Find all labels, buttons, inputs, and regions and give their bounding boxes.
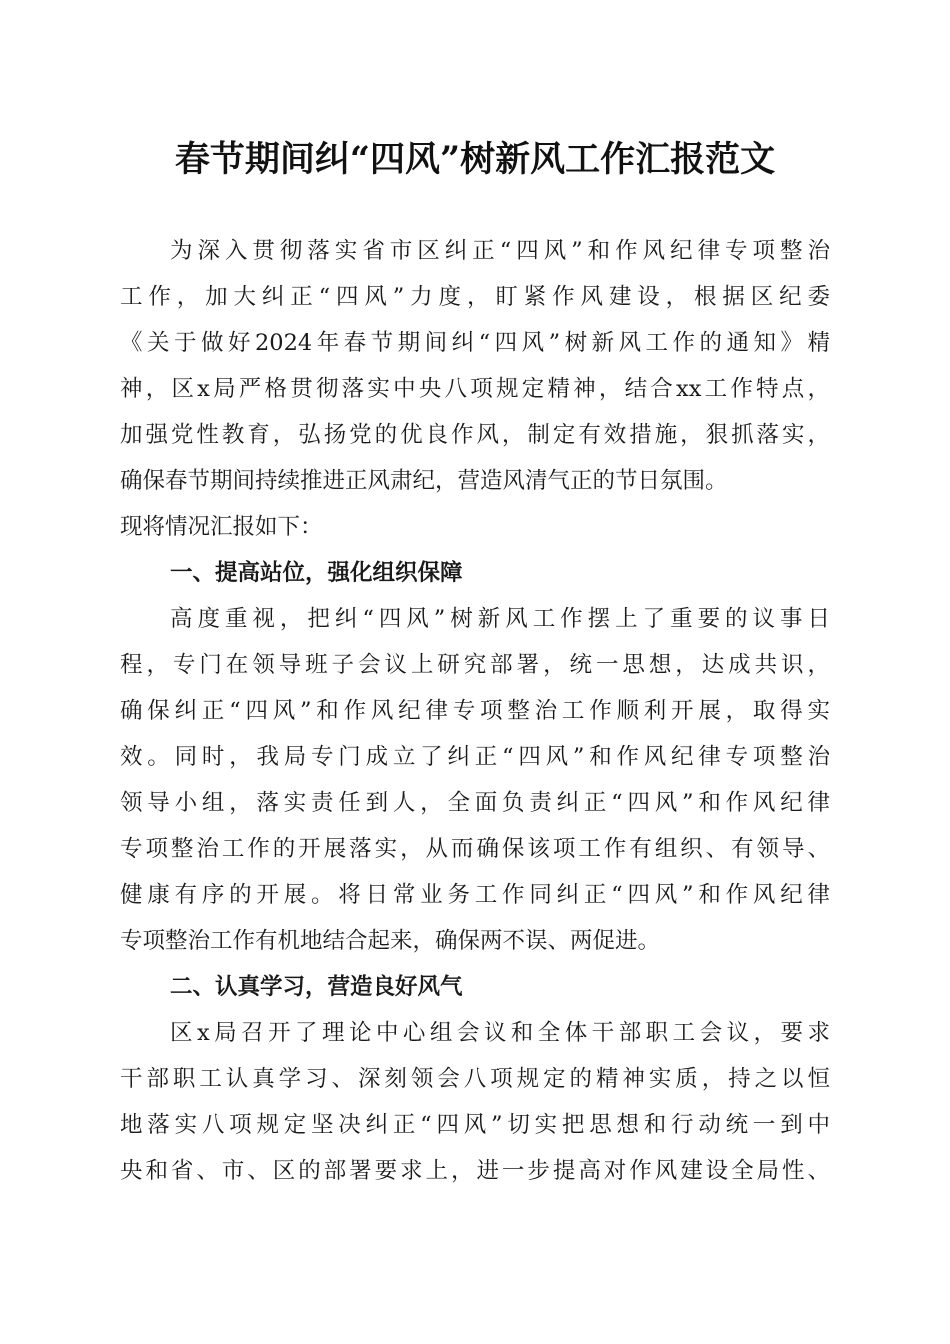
section-2-paragraph bbox=[120, 1010, 830, 1194]
document-body bbox=[120, 228, 830, 1194]
intro-line: 确保春节期间持续推进正风肃纪，营造风清气正的节日氛围。 bbox=[120, 468, 728, 494]
section-1-line: 高度重视，把纠“四风”树新风工作摆上了重要的议事日 bbox=[170, 606, 830, 632]
section-2-heading: 二、认真学习，营造良好风气 bbox=[170, 974, 463, 1000]
section-1-line: 健康有序的开展。将日常业务工作同纠正“四风”和作风纪律 bbox=[120, 882, 830, 908]
intro-line: 《关于做好2024年春节期间纠“四风”树新风工作的通知》精 bbox=[120, 330, 830, 356]
document-title: 春节期间纠“四风”树新风工作汇报范文 bbox=[174, 139, 776, 180]
intro-line: 神，区x局严格贯彻落实中央八项规定精神，结合xx工作特点， bbox=[120, 376, 830, 402]
section-1-line: 程，专门在领导班子会议上研究部署，统一思想，达成共识， bbox=[120, 652, 830, 678]
intro-line: 工作，加大纠正“四风”力度，盯紧作风建设，根据区纪委 bbox=[120, 284, 830, 310]
section-2-line: 地落实八项规定坚决纠正“四风”切实把思想和行动统一到中 bbox=[120, 1112, 830, 1138]
section-1-line: 领导小组，落实责任到人，全面负责纠正“四风”和作风纪律 bbox=[120, 790, 830, 816]
section-1-line: 效。同时，我局专门成立了纠正“四风”和作风纪律专项整治 bbox=[120, 744, 830, 770]
section-1-paragraph bbox=[120, 596, 830, 964]
section-1-line: 确保纠正“四风”和作风纪律专项整治工作顺利开展，取得实 bbox=[120, 698, 830, 724]
section-2-line: 干部职工认真学习、深刻领会八项规定的精神实质，持之以恒 bbox=[120, 1066, 830, 1092]
section-2-line: 央和省、市、区的部署要求上，进一步提高对作风建设全局性、 bbox=[120, 1158, 830, 1184]
section-1-line: 专项整治工作有机地结合起来，确保两不误、两促进。 bbox=[120, 928, 661, 954]
intro-line: 加强党性教育，弘扬党的优良作风，制定有效措施，狠抓落实， bbox=[120, 422, 830, 448]
section-1-heading: 一、提高站位，强化组织保障 bbox=[170, 560, 463, 586]
intro-line: 为深入贯彻落实省市区纠正“四风”和作风纪律专项整治 bbox=[170, 238, 830, 264]
intro-paragraph bbox=[120, 228, 830, 550]
section-2-line: 区x局召开了理论中心组会议和全体干部职工会议，要求 bbox=[170, 1020, 830, 1046]
intro-line: 现将情况汇报如下： bbox=[120, 514, 323, 540]
section-1-line: 专项整治工作的开展落实，从而确保该项工作有组织、有领导、 bbox=[120, 836, 830, 862]
